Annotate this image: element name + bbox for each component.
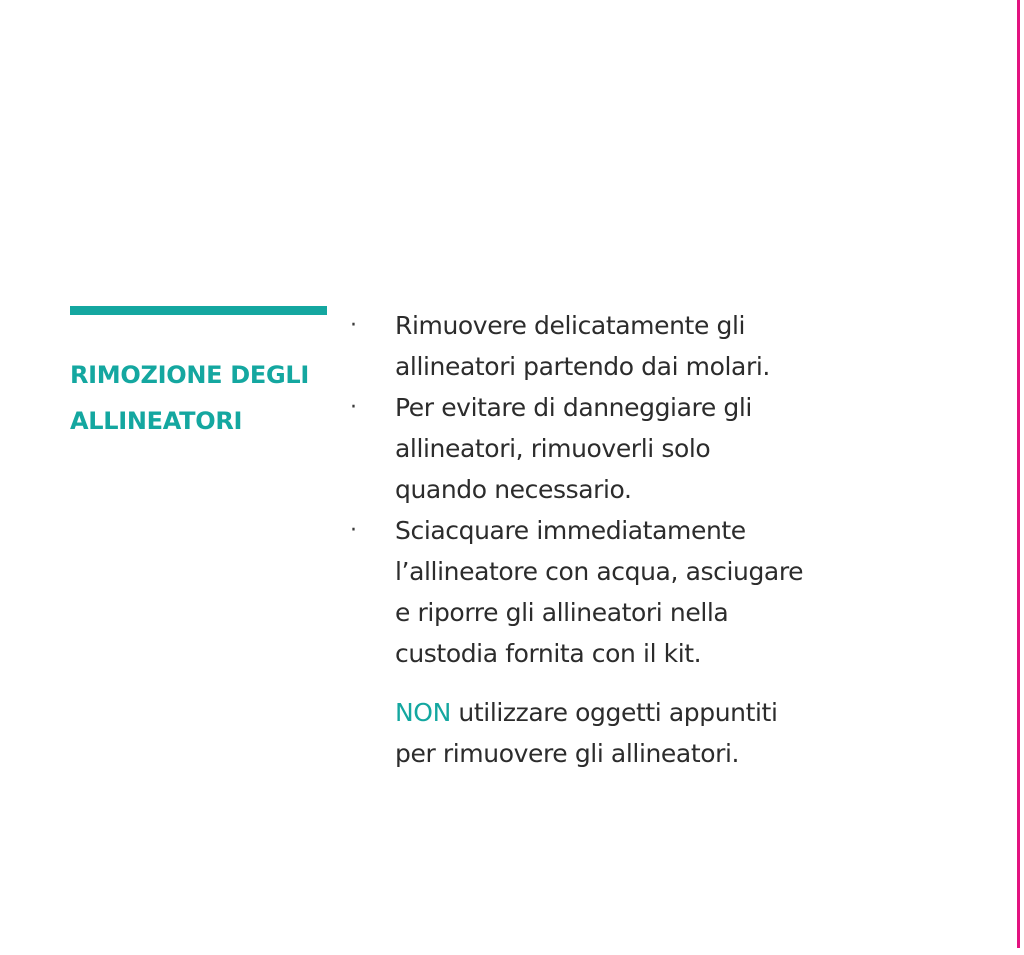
list-item: [350, 305, 910, 387]
step-3-line-1: Sciacquare immediatamente: [395, 516, 746, 545]
step-2-line-3: quando necessario.: [395, 475, 632, 504]
warning-highlight: NON: [395, 698, 451, 727]
step-3-line-4: custodia fornita con il kit.: [395, 639, 702, 668]
removal-steps-list: [350, 305, 910, 674]
section-heading: [70, 352, 350, 444]
step-2-line-1: Per evitare di danneggiare gli: [395, 393, 752, 422]
warning-note-line-1: [395, 692, 910, 733]
step-1-line-1: Rimuovere delicatamente gli: [395, 311, 746, 340]
list-item: [350, 510, 910, 674]
bullet-icon: ·: [350, 395, 357, 420]
bullet-icon: ·: [350, 313, 357, 338]
section-heading-line-1: RIMOZIONE DEGLI: [70, 361, 310, 389]
warning-note: [395, 692, 910, 774]
step-3-line-2: l’allineatore con acqua, asciugare: [395, 557, 804, 586]
list-item: [350, 387, 910, 510]
warning-note-line-1-text: utilizzare oggetti appuntiti: [450, 698, 778, 727]
warning-note-line-2: per rimuovere gli allineatori.: [395, 739, 740, 768]
heading-rule: [70, 306, 327, 315]
page-edge-accent-line: [1017, 0, 1020, 948]
step-1-line-2: allineatori partendo dai molari.: [395, 352, 770, 381]
step-2-line-2: allineatori, rimuoverli solo: [395, 434, 711, 463]
step-3-line-3: e riporre gli allineatori nella: [395, 598, 729, 627]
section-content: [350, 305, 910, 774]
section-heading-line-2: ALLINEATORI: [70, 407, 243, 435]
bullet-icon: ·: [350, 518, 357, 543]
